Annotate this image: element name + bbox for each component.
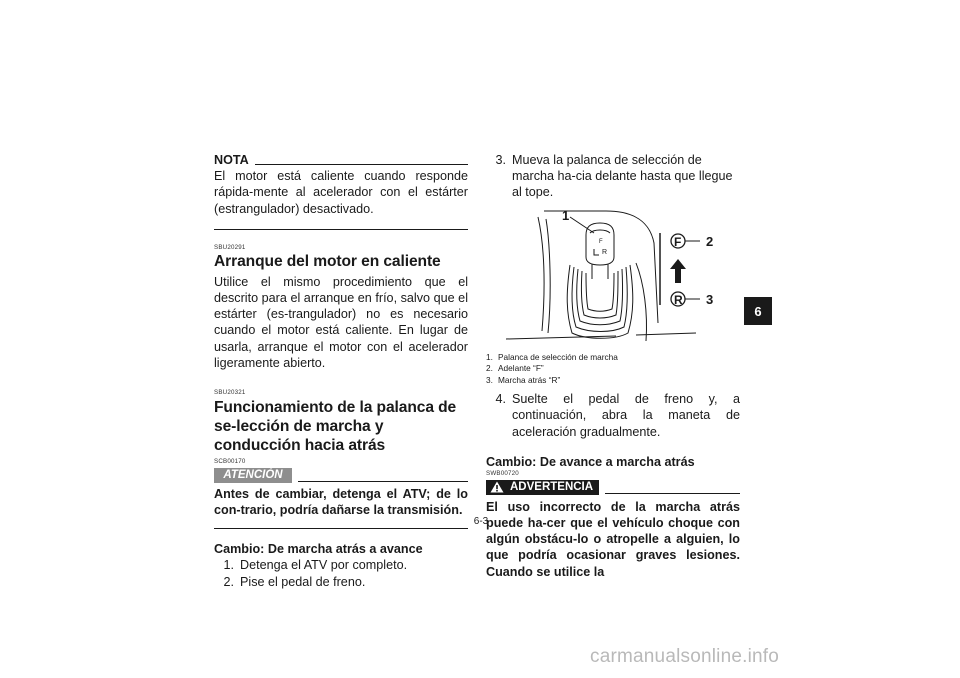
nota-label: NOTA [214,153,249,167]
callout-1: 1 [562,207,570,223]
callout-2: 2 [706,233,714,249]
left-column [214,152,468,590]
caution-rule [298,481,468,482]
chapter-tab: 6 [744,297,772,325]
subheading-reverse-to-forward: Cambio: De marcha atrás a avance [214,542,423,557]
caution-badge: ATENCIÓN [214,468,292,483]
caption-text: Adelante “F” [498,363,544,374]
caption-text: Palanca de selección de marcha [498,351,618,362]
nota-rule [255,164,468,165]
caption-item [486,363,740,375]
nota-header [214,152,468,168]
warning-label: ADVERTENCIA [510,480,594,493]
watermark: carmanualsonline.info [590,646,780,667]
step-number: 2. [223,574,234,589]
step-text: Detenga el ATV por completo. [240,558,408,573]
warning-badge [486,480,599,495]
section-title-hot-start: Arranque del motor en caliente [214,252,441,270]
caption-text: Marcha atrás “R” [498,374,561,385]
step-item [214,557,468,573]
page-number: 6-3 [473,516,489,527]
nota-text: El motor está caliente cuando responde rápida-mente al acelerador con el estárter (estrangulador) desactivado. [214,169,468,216]
warning-header [486,480,740,495]
caption-item [486,352,740,364]
step-text: Mueva la palanca de selección de marcha ha-cia delante hasta que llegue al tope. [512,153,733,200]
figure-captions [486,352,740,387]
step-number: 3. [495,153,506,167]
reverse-letter: R [674,292,683,307]
step-item [214,574,468,590]
warning-code: SWB00720 [486,469,519,477]
step-text: Pise el pedal de freno. [240,574,366,589]
arrow-up-icon [670,259,686,283]
subheading-forward-to-reverse: Cambio: De avance a marcha atrás [486,454,695,469]
caption-number: 1. [486,351,493,362]
forward-letter: F [674,234,682,249]
caption-number: 2. [486,363,493,374]
section-title-shift: Funcionamiento de la palanca de se-lección de marcha y conducción hacia atrás [214,399,457,455]
warning-triangle-icon [490,481,504,493]
caution-text: Antes de cambiar, detenga el ATV; de lo con-trario, podría dañarse la transmisión. [214,487,468,518]
warning-text: El uso incorrecto de la marcha atrás puede ha-cer que el vehículo choque con algún obstácu-lo o atropelle a alguien, lo que podría ocasionar graves lesiones. Cuando se utilice la [486,499,740,579]
caution-code: SCB00170 [214,458,246,466]
caption-number: 3. [486,374,493,385]
callout-3: 3 [706,291,714,307]
caution-header [214,468,468,483]
step-number: 1. [223,558,234,573]
step-item [486,152,740,201]
section-code: SBU20321 [214,389,246,397]
step-number: 4. [495,392,506,407]
warning-rule [605,493,740,494]
knob-letter-r: R [602,248,608,256]
step-text: Suelte el pedal de freno y, a continuación, abra la maneta de aceleración gradualmente. [512,392,740,439]
nota-end-rule [214,229,468,230]
caption-item [486,375,740,387]
step-item [486,391,740,440]
caution-end-rule [214,528,468,529]
section-code: SBU20291 [214,243,246,251]
gear-lever-illustration [486,203,740,348]
knob-letter-f: F [599,238,603,245]
right-column [486,152,740,580]
hot-start-text: Utilice el mismo procedimiento que el descrito para el arranque en frío, salvo que el estárter (es-trangulador) no es necesario cuando el motor está caliente. En lugar de usarla, arranque el motor con el acelerador ligeramente abierto. [214,274,468,370]
